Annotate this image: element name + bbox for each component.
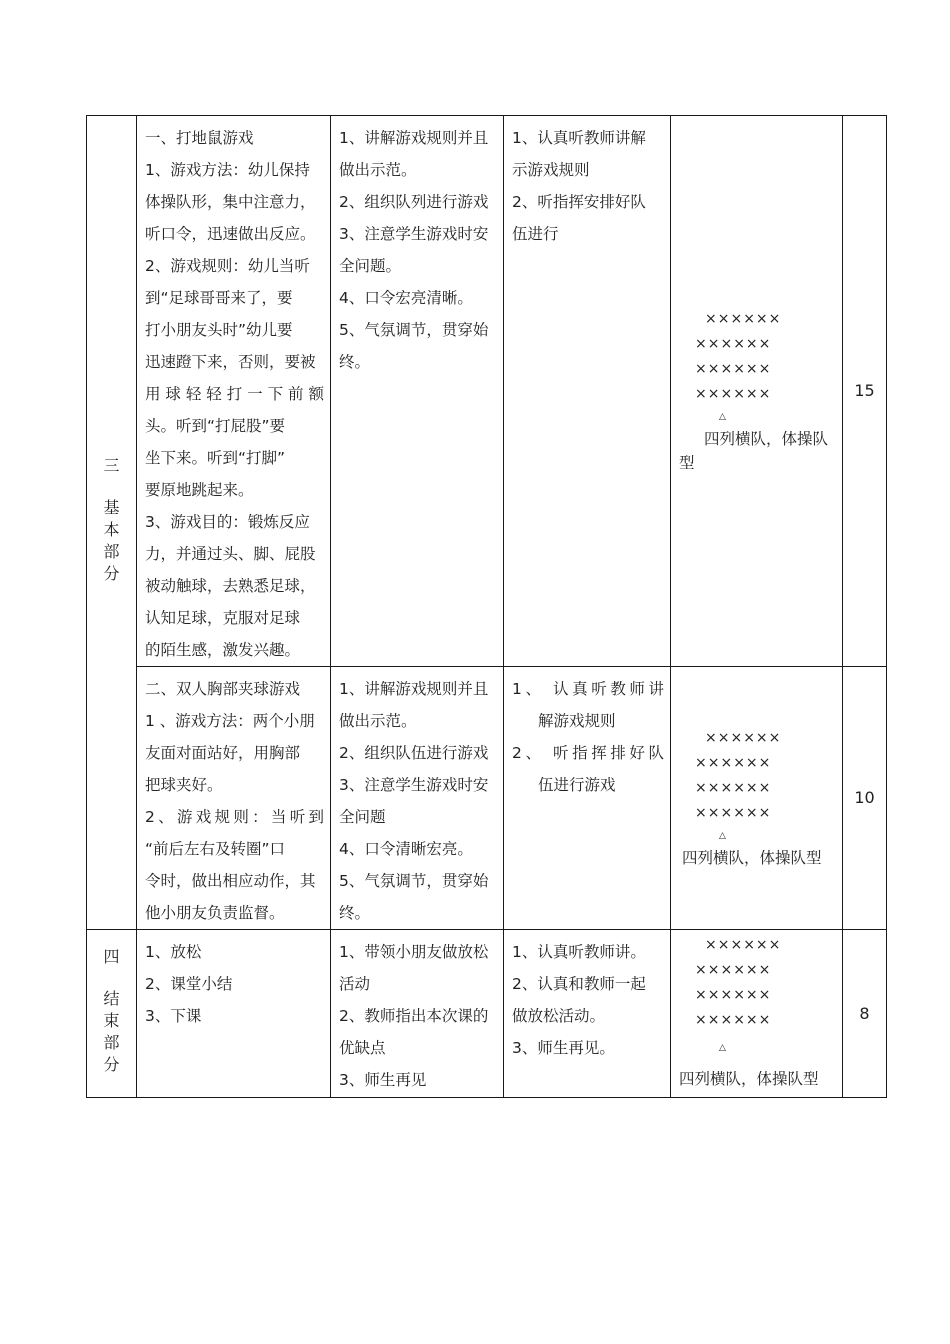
content-cell (137, 116, 331, 667)
text-line: 3、注意学生游戏时安 (339, 225, 489, 243)
text-line: 1 、游戏方法：两个小朋 (145, 712, 315, 730)
formation-row: ×××××× (695, 780, 772, 796)
content-cell (137, 667, 331, 930)
text-line: 令时，做出相应动作，其 (145, 872, 316, 890)
text-line: 4、口令清晰宏亮。 (339, 840, 473, 858)
formation-caption: 四列横队，体操队型 (679, 1070, 819, 1088)
section-label-basic: 三 基 本 部 分 (87, 116, 137, 930)
text-line: 把球夹好。 (145, 776, 223, 794)
text-line: 2、游戏规则：幼儿当听 (145, 257, 310, 275)
text-line: 5、气氛调节，贯穿始 (339, 872, 489, 890)
text-line: 优缺点 (339, 1039, 386, 1057)
text-line: 全问题 (339, 808, 386, 826)
text-line: 1、 认真听教师讲 (512, 680, 664, 698)
formation-row: ×××××× (695, 1012, 772, 1028)
text-line: 打小朋友头时”幼儿要 (145, 321, 293, 339)
text-line: 做放松活动。 (512, 1007, 606, 1025)
text-line: 解游戏规则 (538, 712, 616, 730)
text-line: 3、师生再见 (339, 1071, 427, 1089)
text-line: 3、下课 (145, 1007, 202, 1025)
table-row (87, 667, 887, 930)
text-line: 全问题。 (339, 257, 402, 275)
text-line: 2、组织队列进行游戏 (339, 193, 489, 211)
formation-row: ×××××× (695, 755, 772, 771)
text-line: 3、游戏目的：锻炼反应 (145, 513, 310, 531)
lesson-plan-table (86, 115, 887, 1098)
text-line: 二、双人胸部夹球游戏 (145, 680, 301, 698)
text-line: 用球轻轻打一下前额 (145, 385, 324, 403)
formation-row: ×××××× (695, 962, 772, 978)
text-line: 被动触球，去熟悉足球， (145, 577, 316, 595)
teacher-position-icon: △ (719, 412, 726, 422)
time-cell (843, 930, 887, 1098)
formation-cell (671, 930, 843, 1098)
formation-row: ×××××× (705, 730, 782, 746)
text-line: 2、游戏规则：当听到 (145, 808, 324, 826)
text-line: 3、注意学生游戏时安 (339, 776, 489, 794)
text-line: 示游戏规则 (512, 161, 590, 179)
text-line: 要原地跳起来。 (145, 481, 254, 499)
time-cell (843, 667, 887, 930)
teacher-activity-cell (331, 930, 504, 1098)
formation-row: ×××××× (695, 386, 772, 402)
text-line: 2、听指挥安排好队 (512, 193, 646, 211)
text-line: 终。 (339, 353, 371, 371)
time-minutes: 10 (854, 788, 875, 807)
teacher-activity-cell (331, 116, 504, 667)
formation-caption: 型 (679, 454, 695, 472)
text-line: 听口令，迅速做出反应。 (145, 225, 316, 243)
time-cell (843, 116, 887, 667)
time-minutes: 8 (859, 1003, 870, 1023)
formation-row: ×××××× (705, 937, 782, 953)
student-activity-cell (504, 667, 671, 930)
text-line: 体操队形，集中注意力， (145, 193, 316, 211)
text-line: 友面对面站好，用胸部 (145, 744, 301, 762)
section-label-ending: 四 结 束 部 分 (87, 930, 137, 1098)
formation-cell (671, 116, 843, 667)
text-line: 到“足球哥哥来了，要 (145, 289, 293, 307)
table-row (87, 930, 887, 1098)
text-line: 2、课堂小结 (145, 975, 233, 993)
text-line: 头。听到“打屁股”要 (145, 417, 286, 435)
student-activity-cell (504, 116, 671, 667)
teacher-position-icon: △ (719, 831, 726, 841)
formation-row: ×××××× (695, 361, 772, 377)
text-line: 1、讲解游戏规则并且 (339, 680, 489, 698)
text-line: 迅速蹬下来，否则，要被 (145, 353, 316, 371)
text-line: 坐下来。听到“打脚” (145, 449, 286, 467)
formation-caption: 四列横队，体操队型 (682, 849, 822, 867)
text-line: 1、带领小朋友做放松 (339, 943, 489, 961)
formation-row: ×××××× (695, 336, 772, 352)
student-activity-cell (504, 930, 671, 1098)
text-line: 活动 (339, 975, 371, 993)
text-line: 2、组织队伍进行游戏 (339, 744, 489, 762)
text-line: 终。 (339, 904, 371, 922)
formation-row: ×××××× (695, 987, 772, 1003)
time-minutes: 15 (854, 381, 875, 400)
text-line: 力，并通过头、脚、屁股 (145, 545, 316, 563)
formation-caption: 四列横队，体操队 (704, 430, 829, 448)
teacher-activity-cell (331, 667, 504, 930)
text-line: 2、认真和教师一起 (512, 975, 646, 993)
text-line: 伍进行游戏 (538, 776, 616, 794)
text-line: 1、认真听教师讲解 (512, 129, 646, 147)
text-line: 伍进行 (512, 225, 559, 243)
formation-row: ×××××× (705, 311, 782, 327)
text-line: 2、教师指出本次课的 (339, 1007, 489, 1025)
text-line: 3、师生再见。 (512, 1039, 615, 1057)
text-line: 的陌生感，激发兴趣。 (145, 641, 301, 659)
formation-cell (671, 667, 843, 930)
text-line: 认知足球，克服对足球 (145, 609, 301, 627)
text-line: 他小朋友负责监督。 (145, 904, 285, 922)
text-line: 5、气氛调节，贯穿始 (339, 321, 489, 339)
text-line: 4、口令宏亮清晰。 (339, 289, 473, 307)
text-line: 2、 听指挥排好队 (512, 744, 664, 762)
formation-row: ×××××× (695, 805, 772, 821)
text-line: 1、认真听教师讲。 (512, 943, 646, 961)
table-row (87, 116, 887, 667)
text-line: 做出示范。 (339, 712, 417, 730)
text-line: 做出示范。 (339, 161, 417, 179)
text-line: 1、放松 (145, 943, 202, 961)
content-cell (137, 930, 331, 1098)
text-line: 1、游戏方法：幼儿保持 (145, 161, 310, 179)
text-line: “前后左右及转圈”口 (145, 840, 286, 858)
text-line: 一、打地鼠游戏 (145, 129, 254, 147)
text-line: 1、讲解游戏规则并且 (339, 129, 489, 147)
teacher-position-icon: △ (719, 1043, 726, 1053)
